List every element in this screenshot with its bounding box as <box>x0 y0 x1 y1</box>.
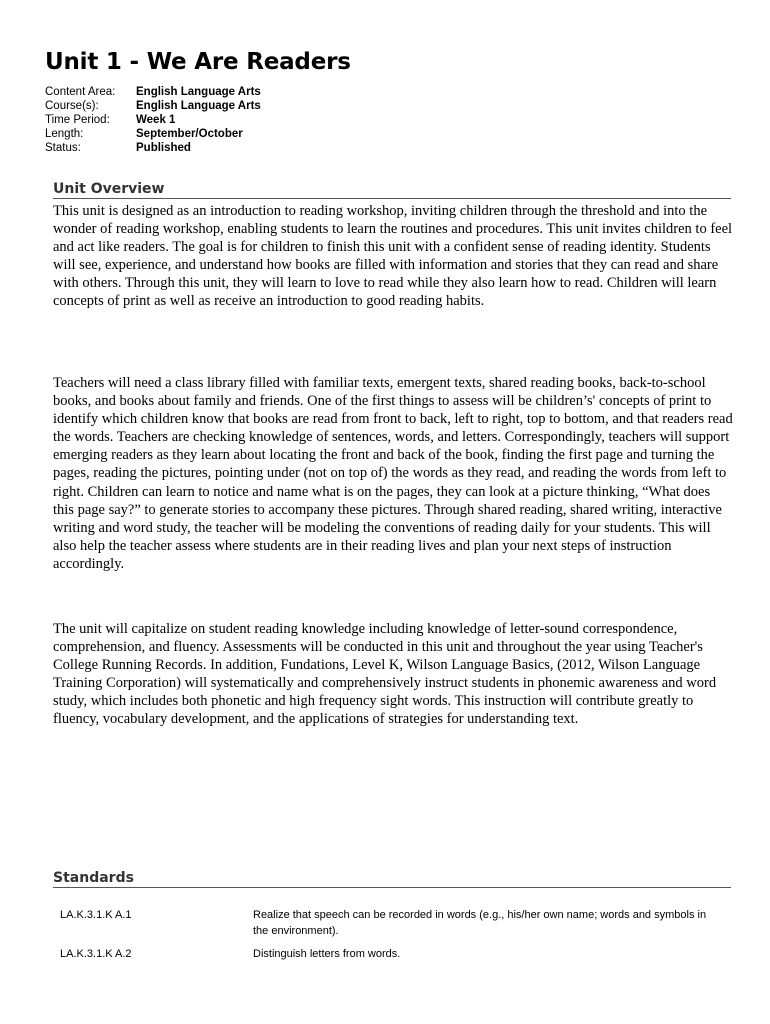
meta-value: English Language Arts <box>136 100 261 112</box>
unit-metadata <box>45 85 261 155</box>
page-title: Unit 1 - We Are Readers <box>45 49 351 75</box>
meta-value: English Language Arts <box>136 86 261 98</box>
meta-label: Length: <box>45 128 84 140</box>
meta-row-status <box>45 141 261 155</box>
meta-label: Course(s): <box>45 100 99 112</box>
meta-row-time-period <box>45 113 261 127</box>
unit-overview-heading: Unit Overview <box>53 181 731 199</box>
standard-code: LA.K.3.1.K A.2 <box>60 948 132 960</box>
overview-paragraph: Teachers will need a class library filled with familiar texts, emergent texts, shared reading books, back-to-school books, and books about family and friends. One of the first things to assess will be children’s' concepts of print to identify which children know that books are read from front to back, left to right, top to bottom, and that readers read the words. Teachers are checking knowledge of sentences, words, and letters. Correspondingly, teachers will support emerging readers as they learn about locating the front and back of the book, finding the first page and turning the pages, reading the pictures, pointing under (not on top of) the words as they read, and reading the words from left to right. Children can learn to notice and name what is on the pages, they can look at a picture thinking, “What does this page say?” to generate stories to accompany these pictures. Through shared reading, shared writing, interactive writing and word study, the teacher will be modeling the conventions of reading daily for your students. This will also help the teacher assess where students are in their reading lives and plan your next steps of instruction accordingly. <box>53 375 733 572</box>
standard-description: Realize that speech can be recorded in words (e.g., his/her own name; words and symbols in the environment). <box>253 909 707 937</box>
meta-label: Status: <box>45 142 81 154</box>
meta-label: Content Area: <box>45 86 116 98</box>
meta-row-courses <box>45 99 261 113</box>
standard-code: LA.K.3.1.K A.1 <box>60 909 132 921</box>
meta-value: Published <box>136 142 191 154</box>
meta-label: Time Period: <box>45 114 110 126</box>
standard-row <box>60 946 740 962</box>
meta-row-content-area <box>45 85 261 99</box>
overview-paragraph: The unit will capitalize on student reading knowledge including knowledge of letter-sound correspondence, comprehension, and fluency. Assessments will be conducted in this unit and throughout the year using Teacher's College Running Records. In addition, Fundations, Level K, Wilson Language Basics, (2012, Wilson Language Training Corporation) will systematically and comprehensively instruct students in phonemic awareness and word study, which includes both phonetic and high frequency sight words. This instruction will contribute greatly to fluency, vocabulary development, and the applications of strategies for understanding text. <box>53 621 717 728</box>
overview-paragraph: This unit is designed as an introduction to reading workshop, inviting children through the threshold and into the wonder of reading workshop, enabling students to learn the routines and procedures. This unit invites children to feel and act like readers. The goal is for children to finish this unit with a confident sense of reading identity. Students will see, experience, and understand how books are filled with information and stories that they can read and share with others. Through this unit, they will learn to love to read while they also learn how to read. Children will learn concepts of print as well as receive an introduction to good reading habits. <box>53 203 733 310</box>
standard-row <box>60 907 740 939</box>
meta-row-length <box>45 127 261 141</box>
standard-description: Distinguish letters from words. <box>253 948 401 960</box>
meta-value: September/October <box>136 128 243 140</box>
standards-heading: Standards <box>53 870 731 888</box>
meta-value: Week 1 <box>136 114 176 126</box>
